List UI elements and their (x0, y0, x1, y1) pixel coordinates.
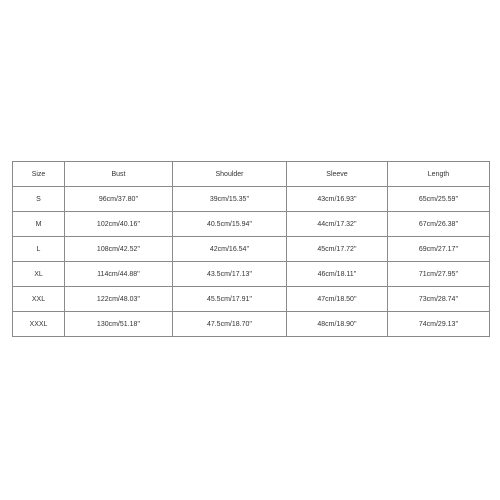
cell-length: 65cm/25.59'' (388, 187, 490, 212)
cell-bust: 122cm/48.03'' (65, 287, 173, 312)
table-row (13, 187, 490, 212)
cell-length: 74cm/29.13'' (388, 312, 490, 337)
table-row (13, 212, 490, 237)
header-sleeve: Sleeve (287, 162, 388, 187)
cell-shoulder: 42cm/16.54'' (173, 237, 287, 262)
cell-size: XXL (13, 287, 65, 312)
cell-shoulder: 40.5cm/15.94'' (173, 212, 287, 237)
cell-bust: 102cm/40.16'' (65, 212, 173, 237)
cell-length: 69cm/27.17'' (388, 237, 490, 262)
table-row (13, 237, 490, 262)
cell-size: XL (13, 262, 65, 287)
table-header-row (13, 162, 490, 187)
cell-length: 67cm/26.38'' (388, 212, 490, 237)
header-shoulder: Shoulder (173, 162, 287, 187)
cell-bust: 130cm/51.18'' (65, 312, 173, 337)
cell-shoulder: 47.5cm/18.70'' (173, 312, 287, 337)
size-chart-table (12, 161, 490, 337)
cell-sleeve: 45cm/17.72'' (287, 237, 388, 262)
cell-size: XXXL (13, 312, 65, 337)
header-length: Length (388, 162, 490, 187)
cell-shoulder: 39cm/15.35'' (173, 187, 287, 212)
table-row (13, 287, 490, 312)
cell-length: 73cm/28.74'' (388, 287, 490, 312)
header-size: Size (13, 162, 65, 187)
cell-sleeve: 44cm/17.32'' (287, 212, 388, 237)
cell-shoulder: 45.5cm/17.91'' (173, 287, 287, 312)
cell-length: 71cm/27.95'' (388, 262, 490, 287)
header-bust: Bust (65, 162, 173, 187)
table-row (13, 262, 490, 287)
cell-bust: 96cm/37.80'' (65, 187, 173, 212)
cell-bust: 108cm/42.52'' (65, 237, 173, 262)
cell-size: S (13, 187, 65, 212)
cell-sleeve: 46cm/18.11'' (287, 262, 388, 287)
cell-shoulder: 43.5cm/17.13'' (173, 262, 287, 287)
table-row (13, 312, 490, 337)
cell-size: L (13, 237, 65, 262)
cell-sleeve: 43cm/16.93'' (287, 187, 388, 212)
cell-bust: 114cm/44.88'' (65, 262, 173, 287)
cell-sleeve: 48cm/18.90'' (287, 312, 388, 337)
cell-size: M (13, 212, 65, 237)
cell-sleeve: 47cm/18.50'' (287, 287, 388, 312)
